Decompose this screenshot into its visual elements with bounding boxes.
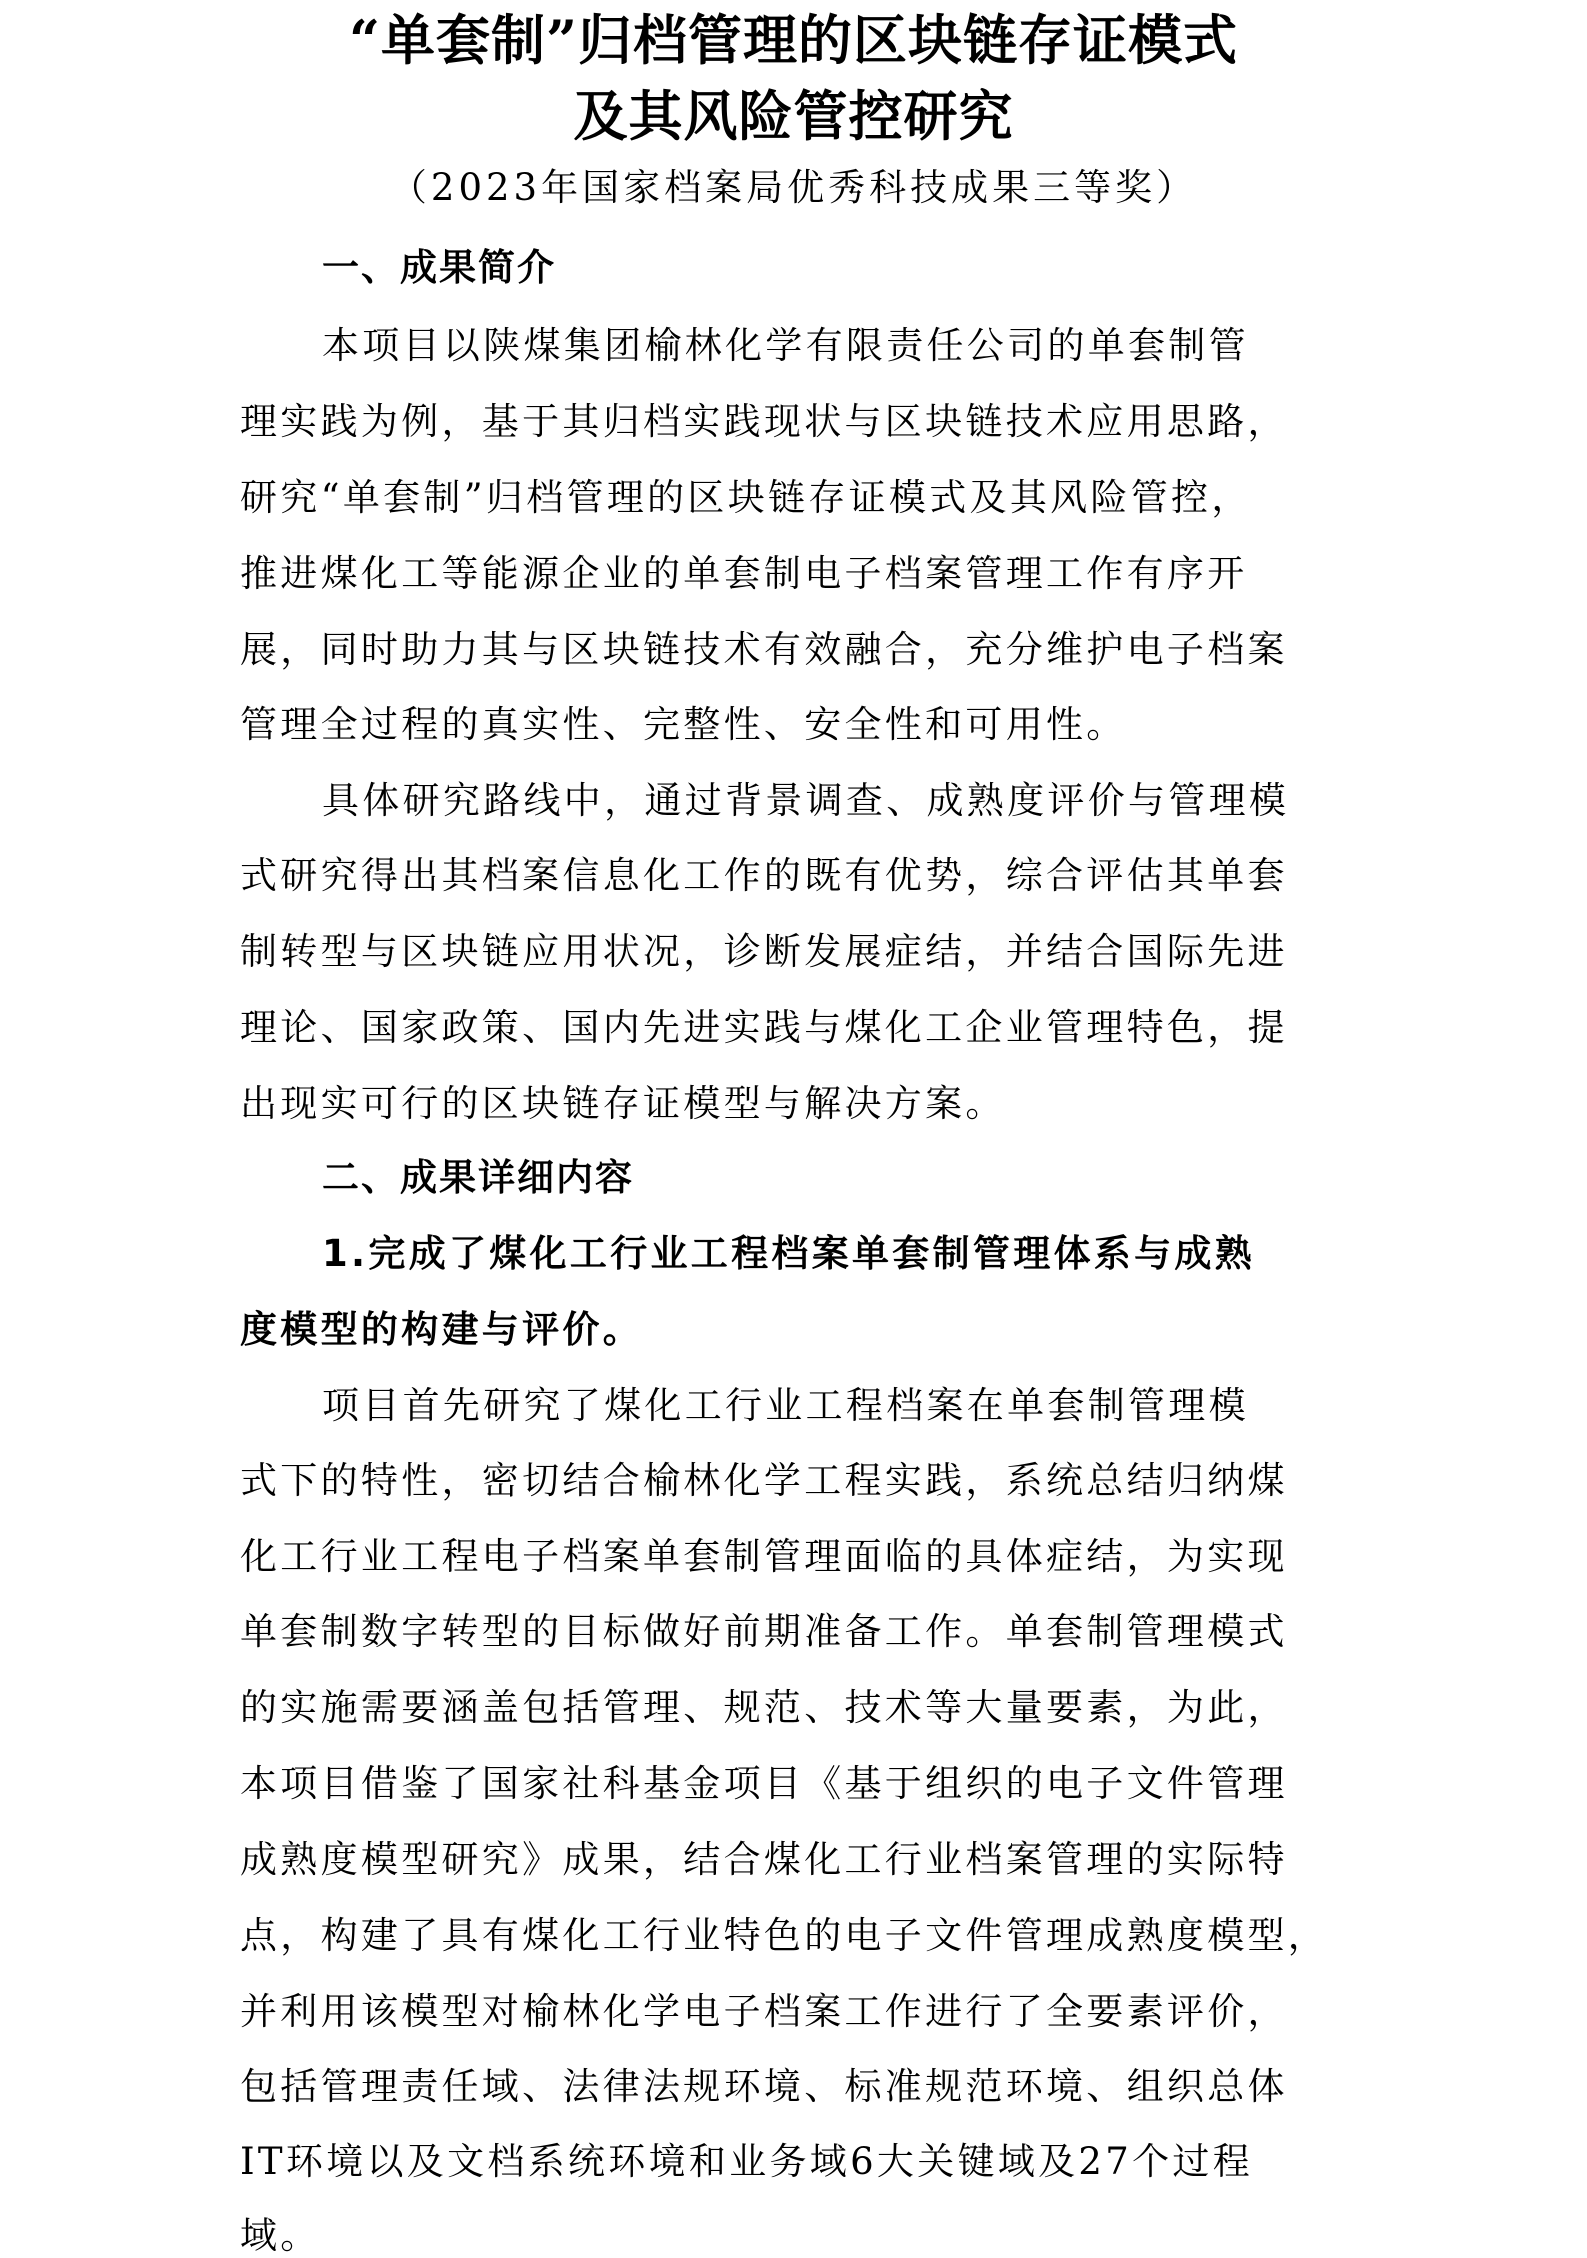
subheading-line: 度模型的构建与评价。 — [240, 1308, 643, 1351]
paragraph-line: IT环境以及文档系统环境和业务域6大关键域及27个过程 — [240, 2140, 1254, 2183]
paragraph-line: 域。 — [240, 2214, 321, 2257]
award-subtitle: （2023年国家档案局优秀科技成果三等奖） — [389, 166, 1198, 209]
subheading-line: 1.完成了煤化工行业工程档案单套制管理体系与成熟 — [322, 1232, 1255, 1275]
paragraph-line: 展，同时助力其与区块链技术有效融合，充分维护电子档案 — [240, 628, 1288, 671]
document-title-line-1: “单套制”归档管理的区块链存证模式 — [348, 8, 1239, 72]
document-title-line-2: 及其风险管控研究 — [573, 84, 1014, 148]
paragraph-line: 研究“单套制”归档管理的区块链存证模式及其风险管控， — [240, 476, 1252, 519]
paragraph-line: 并利用该模型对榆林化学电子档案工作进行了全要素评价， — [240, 1990, 1288, 2033]
paragraph-line: 式研究得出其档案信息化工作的既有优势，综合评估其单套 — [240, 854, 1288, 897]
paragraph-line: 项目首先研究了煤化工行业工程档案在单套制管理模 — [322, 1384, 1249, 1427]
paragraph-line: 包括管理责任域、法律法规环境、标准规范环境、组织总体 — [240, 2065, 1288, 2108]
paragraph-line: 理实践为例，基于其归档实践现状与区块链技术应用思路， — [240, 400, 1288, 443]
paragraph-line: 的实施需要涵盖包括管理、规范、技术等大量要素，为此， — [240, 1686, 1288, 1729]
section-heading-details: 二、成果详细内容 — [322, 1156, 634, 1199]
paragraph-line: 制转型与区块链应用状况，诊断发展症结，并结合国际先进 — [240, 930, 1288, 973]
paragraph-line: 式下的特性，密切结合榆林化学工程实践，系统总结归纳煤 — [240, 1459, 1288, 1502]
paragraph-line: 具体研究路线中，通过背景调查、成熟度评价与管理模 — [322, 779, 1290, 822]
paragraph-line: 本项目借鉴了国家社科基金项目《基于组织的电子文件管理 — [240, 1762, 1288, 1805]
paragraph-line: 成熟度模型研究》成果，结合煤化工行业档案管理的实际特 — [240, 1838, 1288, 1881]
paragraph-line: 本项目以陕煤集团榆林化学有限责任公司的单套制管 — [322, 324, 1249, 367]
paragraph-line: 化工行业工程电子档案单套制管理面临的具体症结，为实现 — [240, 1535, 1288, 1578]
paragraph-line: 单套制数字转型的目标做好前期准备工作。单套制管理模式 — [240, 1610, 1288, 1653]
paragraph-line: 推进煤化工等能源企业的单套制电子档案管理工作有序开 — [240, 552, 1248, 595]
paragraph-line: 管理全过程的真实性、完整性、安全性和可用性。 — [240, 703, 1127, 746]
paragraph-line: 理论、国家政策、国内先进实践与煤化工企业管理特色，提 — [240, 1006, 1288, 1049]
paragraph-line: 点，构建了具有煤化工行业特色的电子文件管理成熟度模型， — [240, 1914, 1329, 1957]
section-heading-summary: 一、成果简介 — [322, 246, 556, 289]
paragraph-line: 出现实可行的区块链存证模型与解决方案。 — [240, 1082, 1006, 1125]
